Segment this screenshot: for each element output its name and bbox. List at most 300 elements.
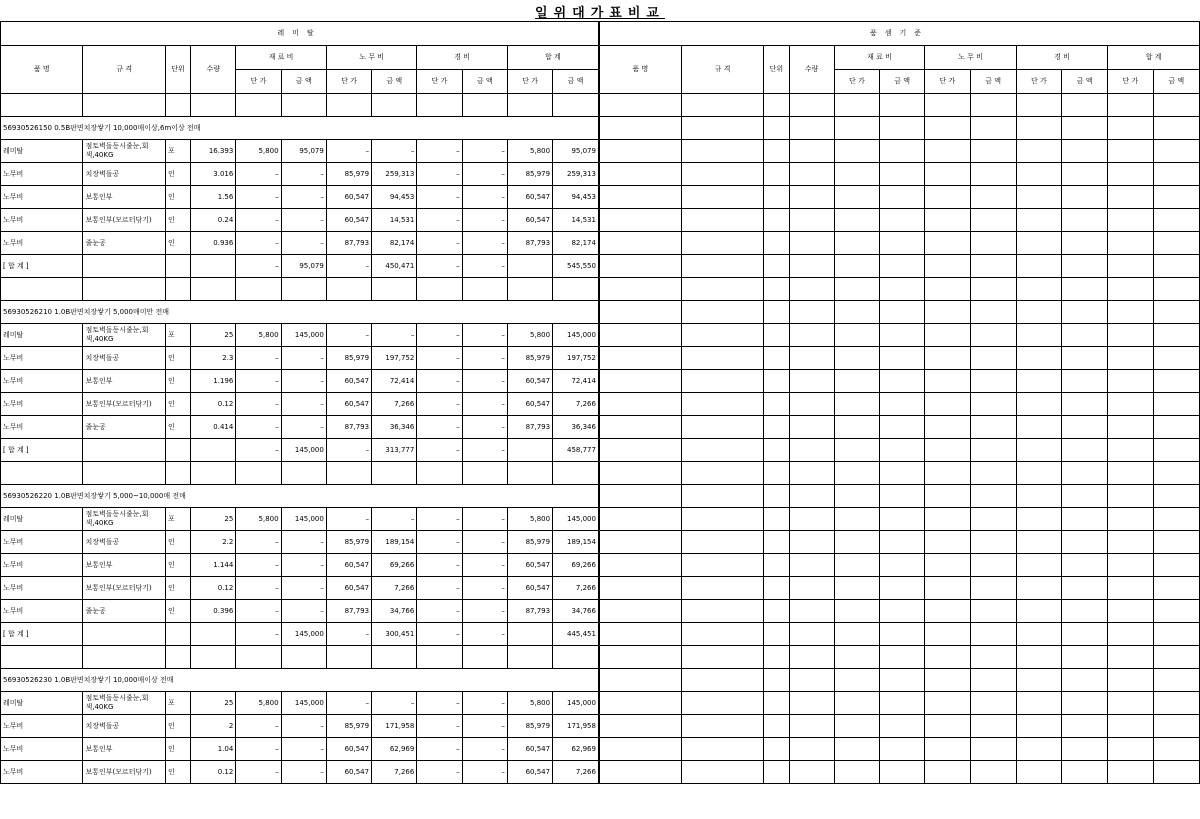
item-spec: 치장벽돌공	[83, 715, 165, 738]
material-amount: –	[281, 186, 326, 209]
labor-amount: 7,266	[372, 393, 417, 416]
item-spec: 보통인부(모르터닦기)	[83, 761, 165, 784]
sum-label: [ 합 계 ]	[1, 623, 83, 646]
labor-amount: 7,266	[372, 761, 417, 784]
item-unit: 인	[165, 531, 190, 554]
labor-unit-price: 87,793	[326, 600, 371, 623]
expense-unit-price: –	[417, 324, 462, 347]
expense-amount: –	[462, 577, 507, 600]
total-amount: 545,550	[553, 255, 599, 278]
expense-unit-price: –	[417, 692, 462, 715]
item-unit: 인	[165, 163, 190, 186]
expense-unit-price: –	[417, 600, 462, 623]
expense-unit-price: –	[417, 163, 462, 186]
item-code-row: 56930526210 1.0B판면치장쌓기 5,000매미만 전매	[1, 301, 599, 324]
table-row	[1, 577, 1200, 600]
item-qty: 0.12	[191, 393, 236, 416]
item-name: 노무비	[1, 600, 83, 623]
item-qty: 1.56	[191, 186, 236, 209]
material-unit-price: 5,800	[236, 140, 281, 163]
total-amount: 7,266	[553, 761, 599, 784]
item-unit: 포	[165, 692, 190, 715]
item-qty: 1.196	[191, 370, 236, 393]
material-unit-price: –	[236, 738, 281, 761]
col-amount-right: 금 액	[1062, 70, 1108, 94]
material-unit-price: –	[236, 439, 281, 462]
expense-amount: –	[462, 186, 507, 209]
labor-unit-price: –	[326, 255, 371, 278]
item-code-row: 56930526220 1.0B판면치장쌓기 5,000~10,000매 전매	[1, 485, 599, 508]
item-code-row: 56930526150 0.5B판면치장쌓기 10,000매이상,6m이상 전매	[1, 117, 599, 140]
material-amount: –	[281, 577, 326, 600]
total-amount: 458,777	[553, 439, 599, 462]
total-amount: 145,000	[553, 324, 599, 347]
table-row	[1, 94, 1200, 117]
col-material: 재 료 비	[236, 46, 327, 70]
expense-amount: –	[462, 531, 507, 554]
labor-amount: 34,766	[372, 600, 417, 623]
expense-unit-price: –	[417, 232, 462, 255]
total-unit-price	[507, 255, 552, 278]
table-body	[1, 94, 1200, 784]
labor-unit-price: 60,547	[326, 393, 371, 416]
material-amount: –	[281, 554, 326, 577]
col-unit-price-right: 단 가	[834, 70, 879, 94]
total-unit-price: 85,979	[507, 347, 552, 370]
total-amount: 82,174	[553, 232, 599, 255]
material-amount: –	[281, 600, 326, 623]
item-spec: 치장벽돌공	[83, 347, 165, 370]
total-unit-price: 85,979	[507, 715, 552, 738]
total-amount: 189,154	[553, 531, 599, 554]
material-amount: –	[281, 531, 326, 554]
expense-amount: –	[462, 347, 507, 370]
col-name-right: 품 명	[599, 46, 681, 94]
item-name: 노무비	[1, 416, 83, 439]
item-unit: 인	[165, 761, 190, 784]
table-row	[1, 209, 1200, 232]
item-name: 노무비	[1, 577, 83, 600]
total-unit-price: 5,800	[507, 140, 552, 163]
material-amount: –	[281, 370, 326, 393]
col-unit-price-right: 단 가	[1108, 70, 1153, 94]
expense-unit-price: –	[417, 416, 462, 439]
material-unit-price: –	[236, 232, 281, 255]
material-unit-price: 5,800	[236, 324, 281, 347]
item-qty: 3.016	[191, 163, 236, 186]
material-unit-price: –	[236, 163, 281, 186]
item-spec: 보통인부	[83, 370, 165, 393]
col-amount-right: 금 액	[880, 70, 925, 94]
material-unit-price: –	[236, 531, 281, 554]
labor-unit-price: 85,979	[326, 531, 371, 554]
material-amount: –	[281, 393, 326, 416]
expense-unit-price: –	[417, 347, 462, 370]
col-expense: 경 비	[417, 46, 508, 70]
labor-unit-price: 85,979	[326, 715, 371, 738]
material-unit-price: –	[236, 554, 281, 577]
total-amount: 95,079	[553, 140, 599, 163]
col-total: 합 계	[507, 46, 599, 70]
col-material-right: 재 료 비	[834, 46, 925, 70]
expense-unit-price: –	[417, 715, 462, 738]
col-amount: 금 액	[372, 70, 417, 94]
total-amount: 7,266	[553, 577, 599, 600]
item-spec: 점토벽돌동시줄눈,회색,40KG	[83, 324, 165, 347]
expense-unit-price: –	[417, 209, 462, 232]
total-amount: 7,266	[553, 393, 599, 416]
col-amount-right: 금 액	[1153, 70, 1199, 94]
labor-unit-price: 60,547	[326, 761, 371, 784]
material-amount: –	[281, 738, 326, 761]
table-row	[1, 531, 1200, 554]
total-unit-price: 60,547	[507, 577, 552, 600]
labor-amount: –	[372, 324, 417, 347]
item-name: 노무비	[1, 761, 83, 784]
labor-unit-price: –	[326, 508, 371, 531]
labor-amount: 62,969	[372, 738, 417, 761]
expense-amount: –	[462, 623, 507, 646]
item-name: 노무비	[1, 531, 83, 554]
item-unit: 인	[165, 715, 190, 738]
item-name: 노무비	[1, 554, 83, 577]
total-amount: 34,766	[553, 600, 599, 623]
material-unit-price: –	[236, 761, 281, 784]
expense-unit-price: –	[417, 186, 462, 209]
material-unit-price: –	[236, 623, 281, 646]
item-spec: 줄눈공	[83, 232, 165, 255]
table-row	[1, 278, 1200, 301]
material-unit-price: –	[236, 393, 281, 416]
item-name: 레미탈	[1, 692, 83, 715]
item-qty: 0.12	[191, 577, 236, 600]
item-qty: 0.24	[191, 209, 236, 232]
right-group-header: 품셈기준	[599, 22, 1200, 46]
expense-unit-price: –	[417, 393, 462, 416]
total-amount: 445,451	[553, 623, 599, 646]
material-amount: –	[281, 416, 326, 439]
item-unit: 포	[165, 324, 190, 347]
item-name: 노무비	[1, 347, 83, 370]
total-amount: 69,266	[553, 554, 599, 577]
table-row	[1, 761, 1200, 784]
item-qty: 0.396	[191, 600, 236, 623]
col-amount-right: 금 액	[970, 70, 1016, 94]
expense-amount: –	[462, 508, 507, 531]
expense-amount: –	[462, 600, 507, 623]
item-spec: 줄눈공	[83, 600, 165, 623]
material-unit-price: 5,800	[236, 508, 281, 531]
labor-amount: 36,346	[372, 416, 417, 439]
labor-unit-price: –	[326, 623, 371, 646]
item-unit: 인	[165, 416, 190, 439]
labor-amount: 7,266	[372, 577, 417, 600]
expense-amount: –	[462, 370, 507, 393]
material-amount: –	[281, 209, 326, 232]
item-name: 노무비	[1, 209, 83, 232]
material-amount: –	[281, 163, 326, 186]
table-row	[1, 140, 1200, 163]
expense-amount: –	[462, 761, 507, 784]
item-qty: 0.414	[191, 416, 236, 439]
item-spec: 보통인부	[83, 738, 165, 761]
item-name: 레미탈	[1, 508, 83, 531]
material-amount: 145,000	[281, 623, 326, 646]
expense-amount: –	[462, 255, 507, 278]
labor-amount: 259,313	[372, 163, 417, 186]
col-qty: 수량	[191, 46, 236, 94]
item-unit: 인	[165, 347, 190, 370]
material-unit-price: –	[236, 600, 281, 623]
expense-unit-price: –	[417, 255, 462, 278]
total-amount: 197,752	[553, 347, 599, 370]
labor-unit-price: 87,793	[326, 416, 371, 439]
col-expense-right: 경 비	[1016, 46, 1108, 70]
expense-amount: –	[462, 209, 507, 232]
labor-amount: 82,174	[372, 232, 417, 255]
table-row	[1, 623, 1200, 646]
material-amount: –	[281, 232, 326, 255]
item-name: 노무비	[1, 370, 83, 393]
col-amount: 금 액	[462, 70, 507, 94]
table-row	[1, 163, 1200, 186]
item-unit: 포	[165, 508, 190, 531]
table-row	[1, 347, 1200, 370]
table-row	[1, 646, 1200, 669]
labor-unit-price: –	[326, 140, 371, 163]
table-row	[1, 393, 1200, 416]
labor-unit-price: –	[326, 324, 371, 347]
item-qty: 25	[191, 508, 236, 531]
material-unit-price: –	[236, 209, 281, 232]
item-qty: 1.04	[191, 738, 236, 761]
labor-amount: –	[372, 508, 417, 531]
item-unit: 인	[165, 554, 190, 577]
table-row	[1, 692, 1200, 715]
total-unit-price: 85,979	[507, 163, 552, 186]
labor-amount: 300,451	[372, 623, 417, 646]
total-amount: 94,453	[553, 186, 599, 209]
item-qty: 0.936	[191, 232, 236, 255]
col-unit-price-right: 단 가	[1016, 70, 1061, 94]
total-amount: 14,531	[553, 209, 599, 232]
total-unit-price	[507, 439, 552, 462]
labor-amount: 313,777	[372, 439, 417, 462]
total-unit-price: 60,547	[507, 209, 552, 232]
labor-amount: 69,266	[372, 554, 417, 577]
col-unit-price: 단 가	[417, 70, 462, 94]
item-name: 레미탈	[1, 324, 83, 347]
total-unit-price: 5,800	[507, 324, 552, 347]
col-unit-price: 단 가	[507, 70, 552, 94]
expense-amount: –	[462, 140, 507, 163]
labor-amount: 189,154	[372, 531, 417, 554]
expense-amount: –	[462, 738, 507, 761]
col-labor: 노 무 비	[326, 46, 417, 70]
item-unit: 인	[165, 209, 190, 232]
table-row	[1, 462, 1200, 485]
table-row	[1, 738, 1200, 761]
material-amount: 145,000	[281, 324, 326, 347]
expense-amount: –	[462, 393, 507, 416]
labor-unit-price: 87,793	[326, 232, 371, 255]
material-amount: –	[281, 761, 326, 784]
total-amount: 145,000	[553, 692, 599, 715]
table-row	[1, 324, 1200, 347]
item-unit: 인	[165, 370, 190, 393]
item-unit: 인	[165, 393, 190, 416]
total-unit-price: 87,793	[507, 600, 552, 623]
item-qty: 2.2	[191, 531, 236, 554]
col-unit-price: 단 가	[236, 70, 281, 94]
expense-unit-price: –	[417, 577, 462, 600]
expense-unit-price: –	[417, 439, 462, 462]
item-spec: 점토벽돌동시줄눈,회색,40KG	[83, 508, 165, 531]
labor-amount: 171,958	[372, 715, 417, 738]
table-row	[1, 439, 1200, 462]
expense-amount: –	[462, 232, 507, 255]
total-amount: 62,969	[553, 738, 599, 761]
sum-label: [ 합 계 ]	[1, 255, 83, 278]
item-spec: 보통인부	[83, 186, 165, 209]
item-spec: 보통인부(모르터닦기)	[83, 393, 165, 416]
col-labor-right: 노 무 비	[925, 46, 1017, 70]
total-unit-price: 87,793	[507, 416, 552, 439]
total-unit-price	[507, 623, 552, 646]
page-title: 일위대가표비교	[535, 6, 665, 21]
material-unit-price: –	[236, 347, 281, 370]
sum-label: [ 합 계 ]	[1, 439, 83, 462]
total-unit-price: 60,547	[507, 738, 552, 761]
item-qty: 0.12	[191, 761, 236, 784]
item-unit: 포	[165, 140, 190, 163]
item-name: 노무비	[1, 186, 83, 209]
material-unit-price: –	[236, 715, 281, 738]
total-unit-price: 5,800	[507, 692, 552, 715]
total-amount: 171,958	[553, 715, 599, 738]
total-amount: 72,414	[553, 370, 599, 393]
item-qty: 25	[191, 692, 236, 715]
item-unit: 인	[165, 232, 190, 255]
expense-unit-price: –	[417, 623, 462, 646]
item-spec: 점토벽돌동시줄눈,회색,40KG	[83, 140, 165, 163]
item-spec: 보통인부(모르터닦기)	[83, 577, 165, 600]
total-amount: 36,346	[553, 416, 599, 439]
table-row	[1, 508, 1200, 531]
table-row	[1, 554, 1200, 577]
expense-amount: –	[462, 416, 507, 439]
table-row	[1, 600, 1200, 623]
col-amount: 금 액	[281, 70, 326, 94]
item-code-row: 56930526230 1.0B판면치장쌓기 10,000매이상 전매	[1, 669, 599, 692]
material-amount: 95,079	[281, 140, 326, 163]
total-unit-price: 60,547	[507, 186, 552, 209]
col-unit: 단위	[165, 46, 190, 94]
col-name: 품 명	[1, 46, 83, 94]
material-amount: 145,000	[281, 692, 326, 715]
comparison-table	[0, 21, 1200, 784]
total-unit-price: 60,547	[507, 761, 552, 784]
labor-amount: –	[372, 140, 417, 163]
col-total-right: 합 계	[1108, 46, 1200, 70]
expense-unit-price: –	[417, 761, 462, 784]
left-group-header: 레미탈	[1, 22, 599, 46]
col-amount: 금 액	[553, 70, 599, 94]
item-spec: 치장벽돌공	[83, 163, 165, 186]
item-unit: 인	[165, 738, 190, 761]
col-unit-right: 단위	[764, 46, 789, 94]
col-spec-right: 규 격	[681, 46, 763, 94]
table-row	[1, 255, 1200, 278]
item-spec: 보통인부(모르터닦기)	[83, 209, 165, 232]
table-row	[1, 715, 1200, 738]
item-name: 노무비	[1, 738, 83, 761]
table-row	[1, 117, 1200, 140]
material-unit-price: –	[236, 255, 281, 278]
expense-amount: –	[462, 163, 507, 186]
expense-unit-price: –	[417, 738, 462, 761]
col-qty-right: 수량	[789, 46, 834, 94]
material-unit-price: –	[236, 577, 281, 600]
material-amount: –	[281, 715, 326, 738]
table-row	[1, 370, 1200, 393]
total-unit-price: 87,793	[507, 232, 552, 255]
expense-unit-price: –	[417, 531, 462, 554]
item-name: 노무비	[1, 393, 83, 416]
item-unit: 인	[165, 577, 190, 600]
labor-unit-price: 60,547	[326, 577, 371, 600]
labor-unit-price: 85,979	[326, 163, 371, 186]
table-row	[1, 485, 1200, 508]
material-amount: 95,079	[281, 255, 326, 278]
item-spec: 줄눈공	[83, 416, 165, 439]
item-name: 노무비	[1, 715, 83, 738]
labor-amount: 94,453	[372, 186, 417, 209]
item-unit: 인	[165, 186, 190, 209]
material-amount: –	[281, 347, 326, 370]
labor-unit-price: 60,547	[326, 738, 371, 761]
table-row	[1, 232, 1200, 255]
total-amount: 145,000	[553, 508, 599, 531]
material-unit-price: 5,800	[236, 692, 281, 715]
item-spec: 치장벽돌공	[83, 531, 165, 554]
labor-amount: 14,531	[372, 209, 417, 232]
material-unit-price: –	[236, 186, 281, 209]
item-qty: 2	[191, 715, 236, 738]
table-row	[1, 416, 1200, 439]
item-qty: 25	[191, 324, 236, 347]
table-row	[1, 669, 1200, 692]
expense-unit-price: –	[417, 370, 462, 393]
col-unit-price-right: 단 가	[925, 70, 970, 94]
labor-unit-price: –	[326, 439, 371, 462]
item-name: 노무비	[1, 163, 83, 186]
labor-amount: 197,752	[372, 347, 417, 370]
col-spec: 규 격	[83, 46, 165, 94]
col-unit-price: 단 가	[326, 70, 371, 94]
labor-unit-price: 60,547	[326, 370, 371, 393]
total-amount: 259,313	[553, 163, 599, 186]
labor-unit-price: 85,979	[326, 347, 371, 370]
expense-amount: –	[462, 715, 507, 738]
expense-unit-price: –	[417, 140, 462, 163]
item-name: 노무비	[1, 232, 83, 255]
item-qty: 16.393	[191, 140, 236, 163]
material-unit-price: –	[236, 370, 281, 393]
expense-amount: –	[462, 324, 507, 347]
total-unit-price: 60,547	[507, 554, 552, 577]
material-amount: 145,000	[281, 439, 326, 462]
